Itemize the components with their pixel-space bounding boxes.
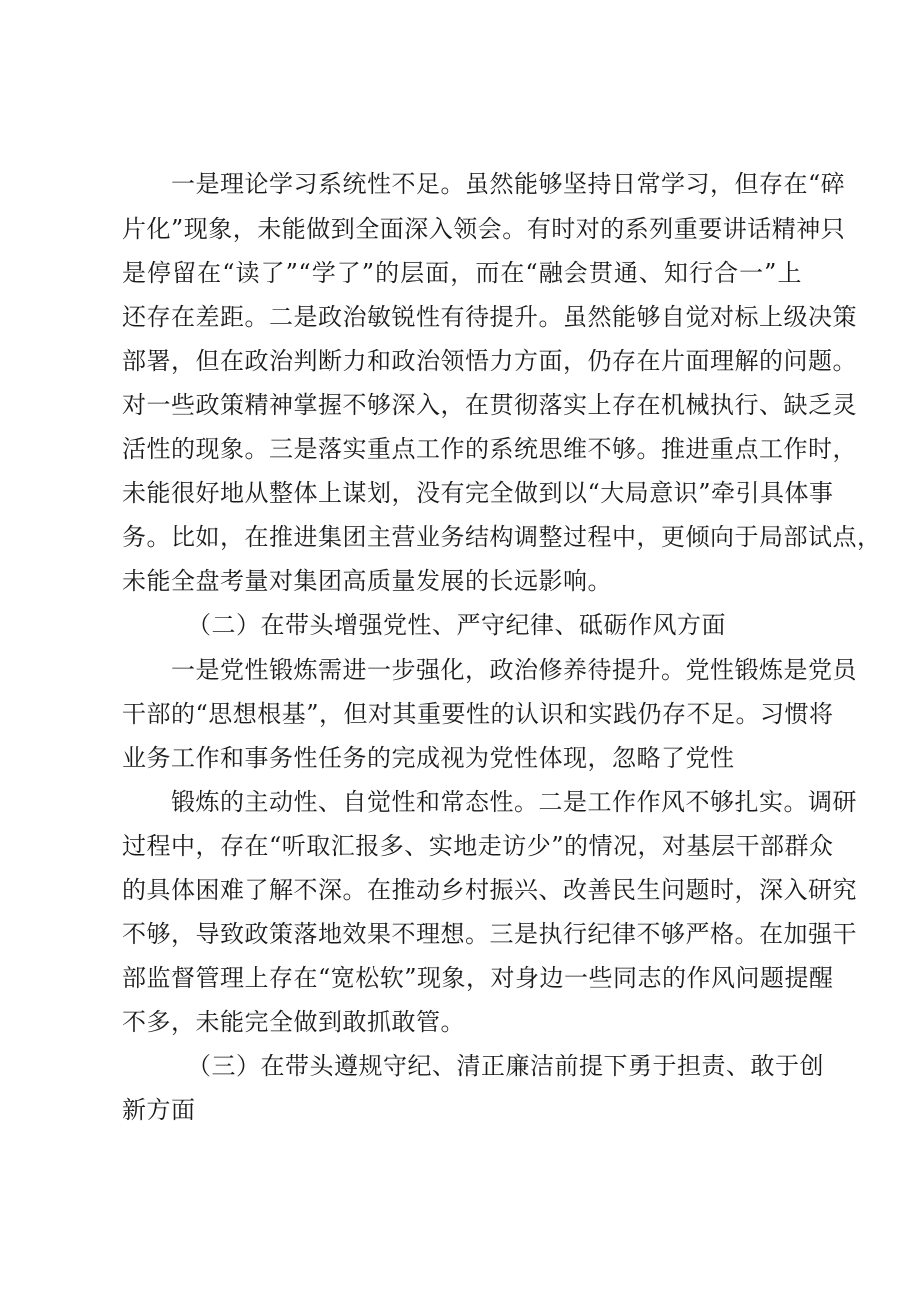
paragraph-1-line-5: 部署，但在政治判断力和政治领悟力方面，仍存在片面理解的问题。 [122,347,857,375]
paragraph-1-line-4: 还存在差距。二是政治敏锐性有待提升。虽然能够自觉对标上级决策 [122,303,857,331]
paragraph-1-line-2: 片化”现象，未能做到全面深入领会。有时对的系列重要讲话精神只 [122,215,846,243]
paragraph-1-line-9: 务。比如，在推进集团主营业务结构调整过程中，更倾向于局部试点， [122,523,882,551]
paragraph-3-line-4: 不够，导致政策落地效果不理想。三是执行纪律不够严格。在加强干 [122,920,857,948]
paragraph-1-line-8: 未能很好地从整体上谋划，没有完全做到以“大局意识”牵引具体事 [122,479,834,507]
paragraph-2-line-3: 业务工作和事务性任务的完成视为党性体现，忽略了党性 [122,744,735,772]
paragraph-1-line-10: 未能全盘考量对集团高质量发展的长远影响。 [122,567,612,595]
paragraph-1-line-6: 对一些政策精神掌握不够深入，在贯彻落实上存在机械执行、缺乏灵 [122,391,857,419]
paragraph-3-line-5: 部监督管理上存在“宽松软”现象，对身边一些同志的作风问题提醒 [122,964,834,992]
paragraph-2-line-2: 干部的“思想根基”，但对其重要性的认识和实践仍存不足。习惯将 [122,700,834,728]
paragraph-3-line-3: 的具体困难了解不深。在推动乡村振兴、改善民生问题时，深入研究 [122,876,857,904]
paragraph-1-line-7: 活性的现象。三是落实重点工作的系统思维不够。推进重点工作时， [122,435,857,463]
paragraph-1-line-1: 一是理论学习系统性不足。虽然能够坚持日常学习，但存在“碎 [171,170,846,198]
section-heading-3-line-2: 新方面 [122,1096,196,1124]
paragraph-3-line-6: 不多，未能完全做到敢抓敢管。 [122,1008,465,1036]
paragraph-1-line-3: 是停留在“读了”“学了”的层面，而在“融会贯通、知行合一”上 [122,259,802,287]
paragraph-3-line-1: 锻炼的主动性、自觉性和常态性。二是工作作风不够扎实。调研 [171,788,857,816]
paragraph-3-line-2: 过程中，存在“听取汇报多、实地走访少”的情况，对基层干部群众 [122,832,834,860]
section-heading-2: （二）在带头增强党性、严守纪律、砥砺作风方面 [187,611,726,639]
paragraph-2-line-1: 一是党性锻炼需进一步强化，政治修养待提升。党性锻炼是党员 [171,656,857,684]
section-heading-3-line-1: （三）在带头遵规守纪、清正廉洁前提下勇于担责、敢于创 [187,1052,824,1080]
